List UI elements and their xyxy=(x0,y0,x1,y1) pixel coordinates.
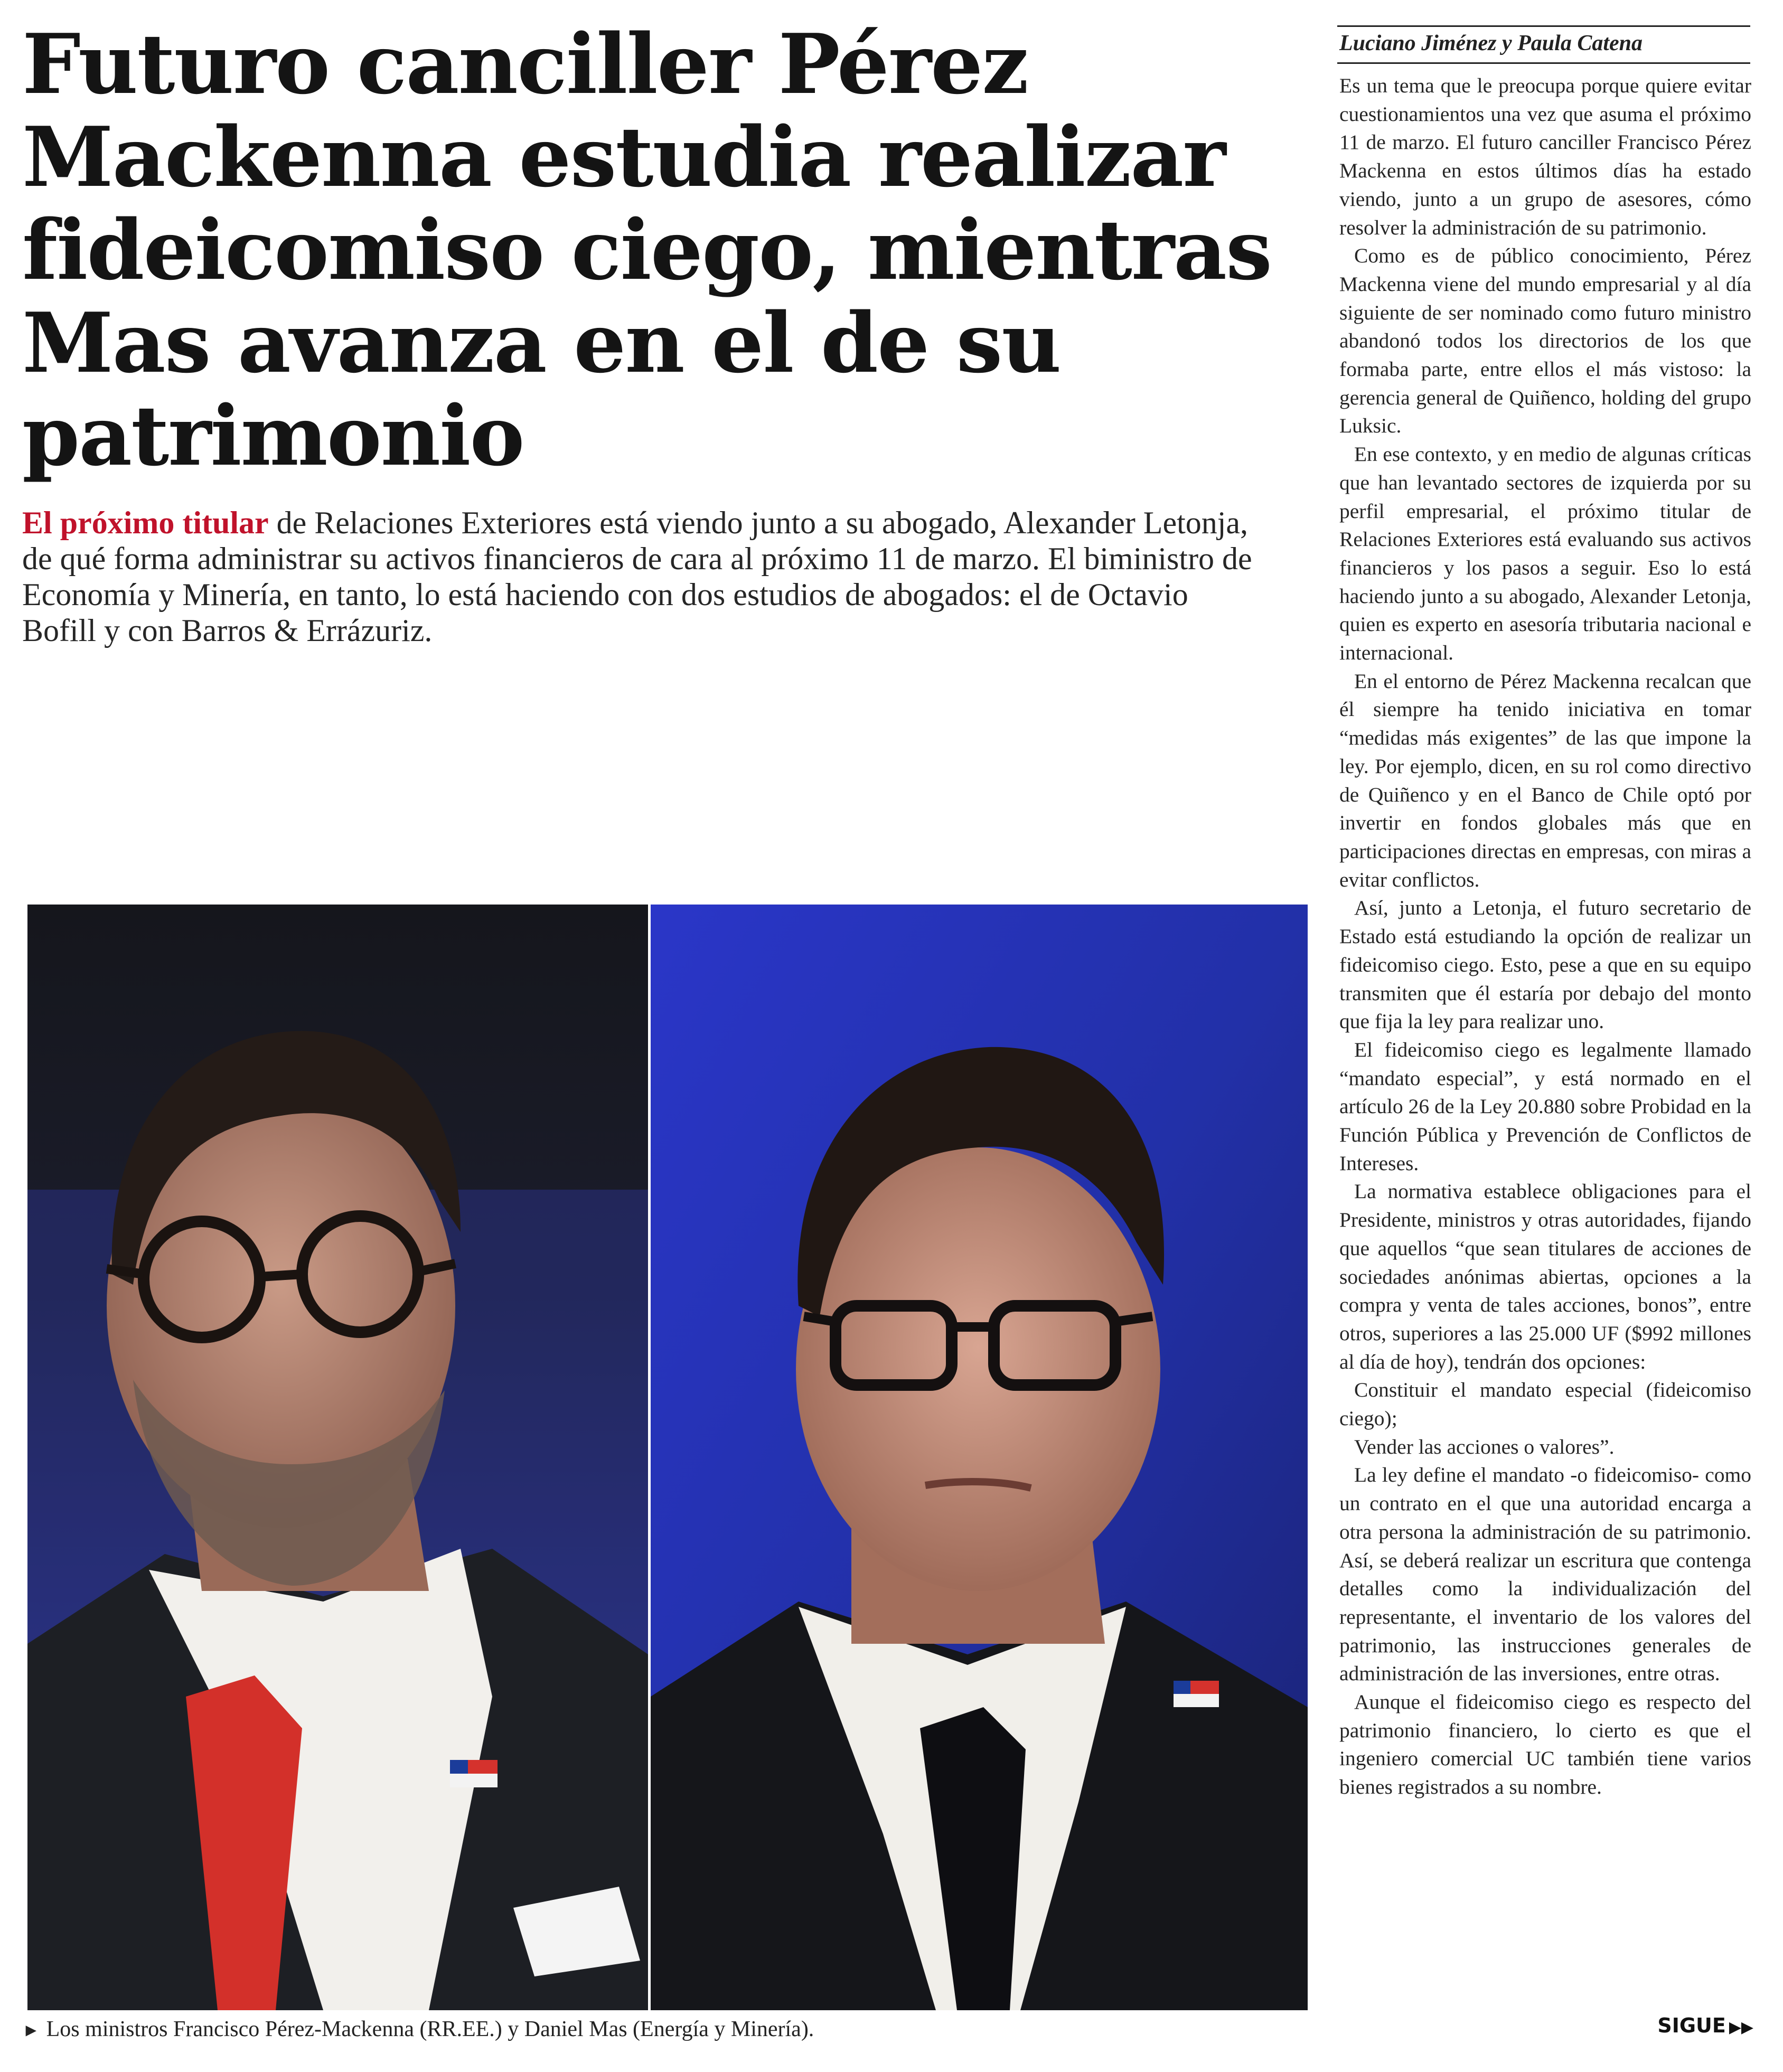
left-portrait xyxy=(27,905,648,2010)
body-paragraph: Aunque el fideicomiso ciego es respecto del patrimonio financiero, lo cierto es que el ingeniero comercial UC también tiene varios bienes registrados a su nombre. xyxy=(1339,1690,1751,1799)
body-paragraph: En el entorno de Pérez Mackenna recalcan que él siempre ha tenido iniciativa en tomar “medidas más exigentes” de las que impone la ley. Por ejemplo, dicen, en su rol como directivo de Quiñenco y en el Banco de Chile optó por invertir en fondos globales más que en participaciones directas en empresas, con miras a evitar conflictos. xyxy=(1339,669,1751,891)
right-portrait xyxy=(651,905,1308,2010)
body-paragraph: En ese contexto, y en medio de algunas críticas que han levantado sectores de izquierda por su perfil empresarial, el próximo titular de Relaciones Exteriores está evaluando sus activos financieros y los pasos a seguir. Eso lo está haciendo junto a su abogado, Alexander Letonja, quien es experto en asesoría tributaria nacional e internacional. xyxy=(1339,442,1751,665)
body-paragraph: La ley define el mandato -o fideicomiso- como un contrato en el que una autoridad encarga a otra persona la administración de su patrimonio. Así, se deberá realizar un escritura que contenga detalles como la individualización del representante, el inventario de los valores del patrimonio, las instrucciones generales de administración de las inversiones, entre otras. xyxy=(1339,1463,1751,1685)
article-byline: Luciano Jiménez y Paula Catena xyxy=(1339,31,1643,55)
article-body xyxy=(1339,72,1751,1802)
continue-label: SIGUE xyxy=(1657,2014,1726,2037)
body-paragraph: Constituir el mandato especial (fideicomiso ciego); xyxy=(1339,1378,1751,1430)
lead-text: de Relaciones Exteriores está viendo junto a su abogado, Alexander Letonja, de qué forma administrar su activos financieros de cara al próximo 11 de marzo. El biministro de Economía y Minería, en tanto, lo está haciendo con dos estudios de abogados: el de Octavio Bofill y con Barros & Errázuriz. xyxy=(22,505,1252,648)
caption-text: Los ministros Francisco Pérez-Mackenna (RR.EE.) y Daniel Mas (Energía y Minería). xyxy=(46,2017,814,2041)
body-paragraph: Es un tema que le preocupa porque quiere evitar cuestionamientos una vez que asuma el próximo 11 de marzo. El futuro canciller Francisco Pérez Mackenna en estos últimos días ha estado viendo, junto a un grupo de asesores, cómo resolver la administración de su patrimonio. xyxy=(1339,74,1751,239)
byline-rule-bottom xyxy=(1337,62,1750,64)
continue-marker xyxy=(1632,2011,1753,2040)
body-paragraph: Como es de público conocimiento, Pérez Mackenna viene del mundo empresarial y al día siguiente de ser nominado como futuro ministro abandonó todos los directorios de los que formaba parte, entre ellos el más vistoso: la gerencia general de Quiñenco, holding del grupo Luksic. xyxy=(1339,244,1751,438)
body-paragraph: Así, junto a Letonja, el futuro secretario de Estado está estudiando la opción de realizar un fideicomiso ciego. Esto, pese a que en su equipo transmiten que él estaría por debajo del monto que fija la ley para realizar uno. xyxy=(1339,896,1751,1033)
body-paragraph: La normativa establece obligaciones para el Presidente, ministros y otras autoridades, fijando que aquellos “que sean titulares de acciones de sociedades anónimas abiertas, opciones a la compra y venta de tales acciones, bonos”, entre otros, superiores a las 25.000 UF ($992 millones al día de hoy), tendrán dos opciones: xyxy=(1339,1180,1751,1373)
lead-kicker: El próximo titular xyxy=(22,505,269,540)
article-headline: Futuro canciller Pérez Mackenna estudia realizar fideicomiso ciego, mientras Mas avanza en el de su patrimonio xyxy=(22,16,1271,484)
article-photo xyxy=(27,905,1308,2010)
body-paragraph: El fideicomiso ciego es legalmente llamado “mandato especial”, y está normado en el artículo 26 de la Ley 20.880 sobre Probidad en la Función Pública y Prevención de Conflictos de Intereses. xyxy=(1339,1038,1751,1175)
body-paragraph: Vender las acciones o valores”. xyxy=(1354,1435,1615,1458)
double-arrow-icon: ▶▶ xyxy=(1729,2018,1753,2037)
ministers-photo-illustration xyxy=(27,905,1308,2010)
article-lead xyxy=(22,505,1253,648)
caption-triangle-icon: ► xyxy=(22,2021,40,2040)
byline-rule-top xyxy=(1337,25,1750,27)
photo-caption xyxy=(22,2016,1311,2044)
